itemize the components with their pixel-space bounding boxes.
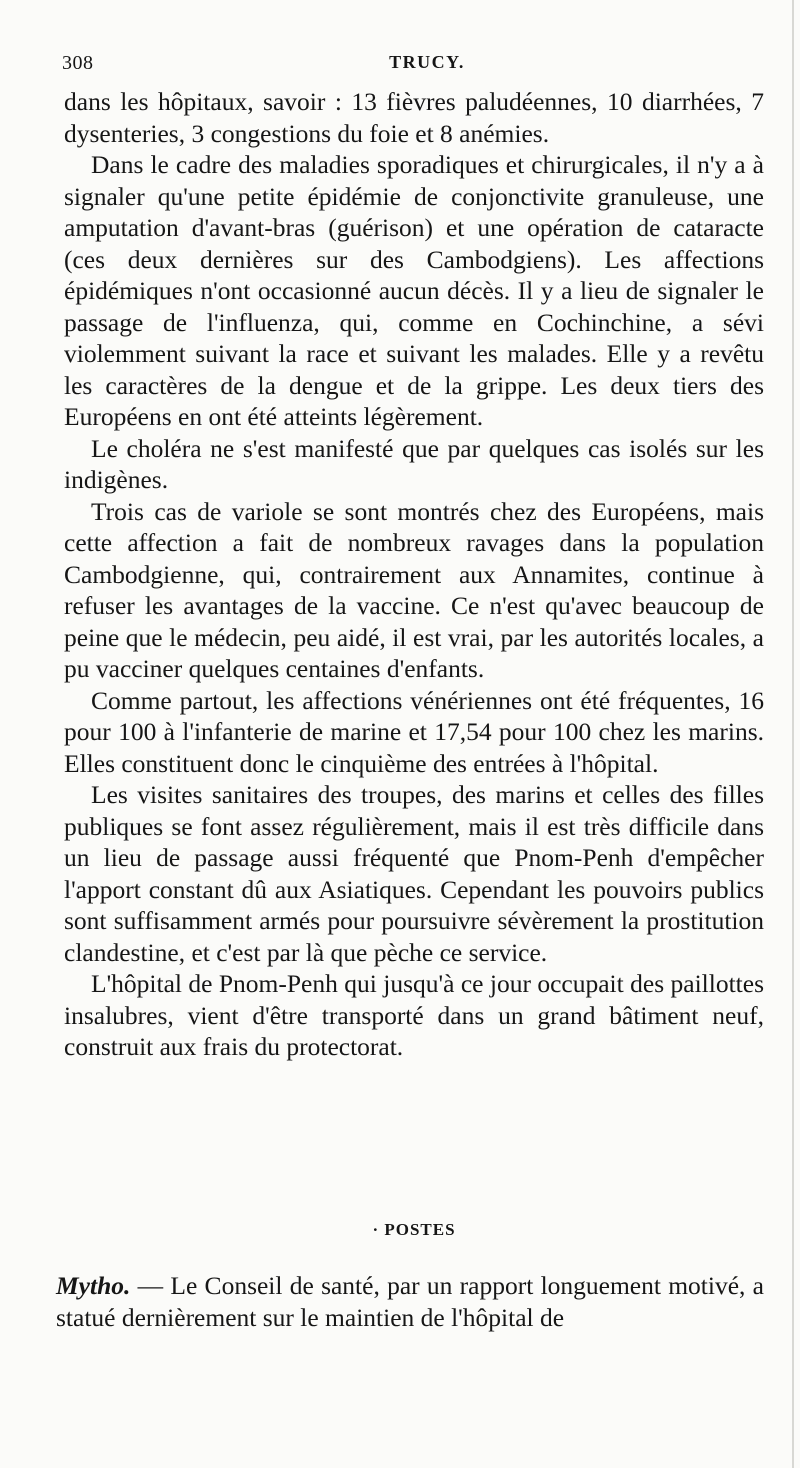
section-heading-text: POSTES	[384, 1220, 456, 1239]
page-edge-shadow	[792, 0, 794, 1468]
section-heading: · POSTES	[372, 1220, 456, 1239]
paragraph-sanitary-visits: Les visites sanitaires des troupes, des marins et celles des filles publiques se font assez régulièrement, mais il est très difficile dans un lieu de passage aussi fréquenté que Pnom-Penh d'empêcher l'apport constant dû aux Asiatiques. Cependant les pouvoirs publics sont suffisamment armés pour poursuivre sévèrement la prostitution clandestine, et c'est par là que pèche ce service.	[64, 780, 764, 967]
paragraph-smallpox: Trois cas de variole se sont montrés chez des Européens, mais cette affection a fait de nombreux ravages dans la population Cambodgienne, qui, contrairement aux Annamites, continue à refuser les avantages de la vaccine. Ce n'est qu'avec beaucoup de peine que le médecin, peu aidé, il est vrai, par les autorités locales, a pu vacciner quelques centaines d'enfants.	[64, 496, 764, 683]
paragraph-continuation: dans les hôpitaux, savoir : 13 fièvres paludéennes, 10 diarrhées, 7 dysenteries, 3 congestions du foie et 8 anémies.	[64, 87, 764, 148]
paragraph-venereal: Comme partout, les affections vénériennes ont été fréquentes, 16 pour 100 à l'infanterie de marine et 17,54 pour 100 chez les marins. Elles constituent donc le cinquième des entrées à l'hôpital.	[64, 685, 764, 778]
body-text	[64, 86, 764, 1063]
place-name: Mytho.	[56, 1271, 131, 1300]
paragraph-sporadic-diseases: Dans le cadre des maladies sporadiques et chirurgicales, il n'y a à signaler qu'une petite épidémie de conjonctivite granuleuse, une amputation d'avant-bras (guérison) et une opération de cataracte (ces deux dernières sur des Cambodgiens). Les affections épidémiques n'ont occasionné aucun décès. Il y a lieu de signaler le passage de l'influenza, qui, comme en Cochinchine, a sévi violemment suivant la race et suivant les malades. Elle y a revêtu les caractères de la dengue et de la grippe. Les deux tiers des Européens en ont été atteints légèrement.	[64, 150, 764, 431]
paragraph-mytho-text: — Le Conseil de santé, par un rapport longuement motivé, a statué dernièrement sur le maintien de l'hôpital de	[56, 1271, 764, 1332]
running-head	[62, 52, 762, 76]
page-number: 308	[62, 52, 94, 74]
section-text	[56, 1270, 764, 1334]
paragraph-mytho	[56, 1270, 764, 1334]
paragraph-cholera: Le choléra ne s'est manifesté que par quelques cas isolés sur les indigènes.	[64, 433, 764, 494]
paragraph-hospital: L'hôpital de Pnom-Penh qui jusqu'à ce jour occupait des paillottes insalubres, vient d'être transporté dans un grand bâtiment neuf, construit aux frais du protectorat.	[64, 969, 764, 1061]
running-title: TRUCY.	[389, 52, 465, 72]
